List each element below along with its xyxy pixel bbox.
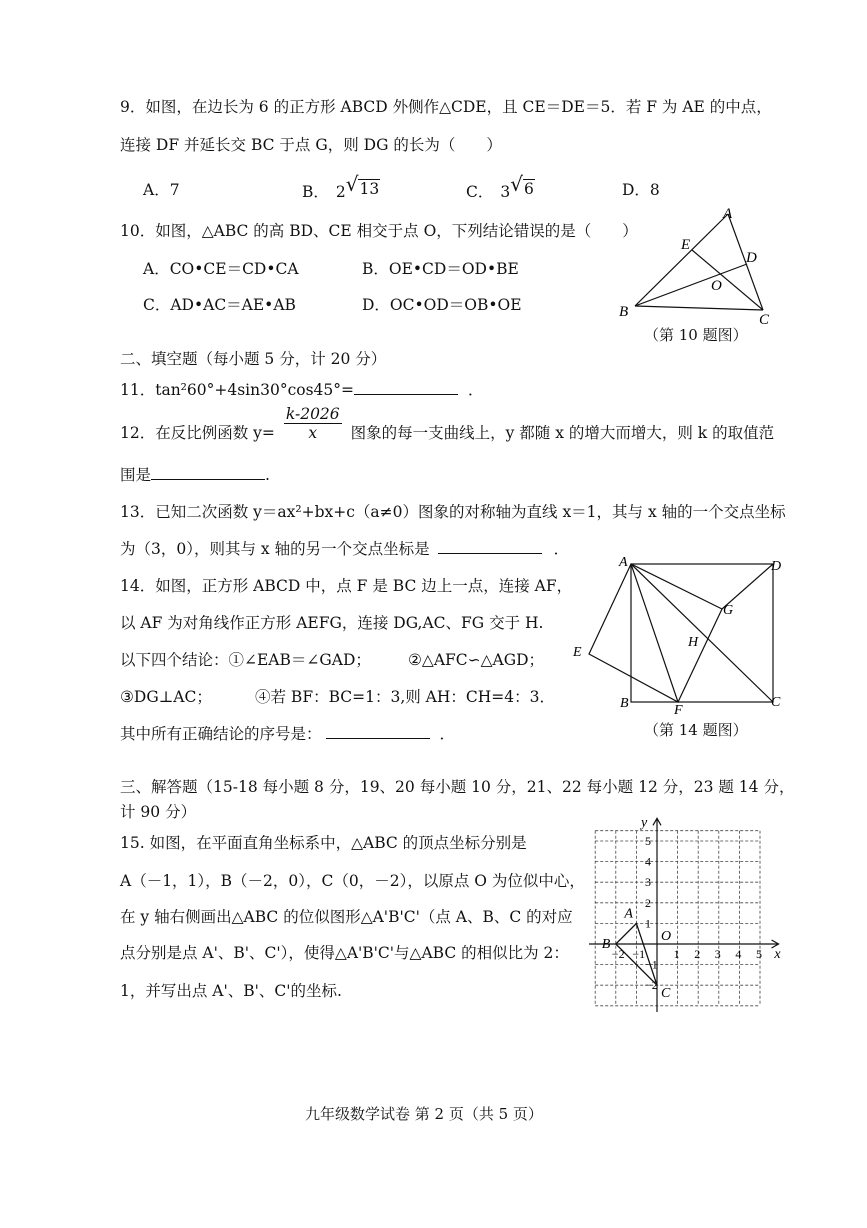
sqrt-symbol: √ <box>345 172 359 196</box>
point-label-c: C <box>661 986 671 1002</box>
diagonal-af <box>631 564 678 702</box>
segment-bc <box>635 306 763 310</box>
x-tick-label: 4 <box>735 947 742 961</box>
section3-line2: 计 90 分） <box>120 803 197 821</box>
q14-line3b: ②△AFC∽△AGD； <box>408 651 545 669</box>
section2-title: 二、填空题（每小题 5 分，计 20 分） <box>120 350 387 368</box>
section3-line1: 三、解答题（15-18 每小题 8 分，19、20 每小题 10 分，21、22 每小题 12 分，23 题 14 分， <box>120 778 795 796</box>
x-axis-label: x <box>774 947 781 962</box>
q10-label-d: D <box>746 250 757 266</box>
y-tick-label: −2 <box>645 978 658 993</box>
q10-label-e: E <box>681 237 691 253</box>
q15-line1: 15. 如图，在平面直角坐标系中，△ABC 的顶点坐标分别是 <box>120 834 527 852</box>
q10-option-c: C．AD•AC＝AE•AB <box>143 296 296 314</box>
q9-option-c-letter: C． <box>466 183 494 201</box>
q9-option-c-coef: 3 <box>500 183 511 201</box>
point-label-a: A <box>624 906 633 922</box>
q10-option-d: D．OC•OD＝OB•OE <box>362 296 522 314</box>
y-axis-label: y <box>641 815 648 831</box>
q9-option-b-coef: 2 <box>335 183 346 201</box>
q9-option-a: A．7 <box>143 181 180 199</box>
q14-label-e: E <box>573 645 582 660</box>
q12-post: 图象的每一支曲线上，y 都随 x 的增大而增大，则 k 的取值范 <box>350 424 775 442</box>
q12-denominator: x <box>308 424 318 442</box>
q13-line1: 13．已知二次函数 y＝ax²+bx+c（a≠0）图象的对称轴为直线 x＝1，其与 x 轴的一个交点坐标 <box>120 503 786 521</box>
q14-label-h: H <box>688 635 699 650</box>
q9-option-c-radicand: 6 <box>523 180 534 198</box>
q9-option-d: D．8 <box>622 181 660 199</box>
y-tick-label: 2 <box>645 895 651 910</box>
q13-line2-text: 为（3，0），则其与 x 轴的另一个交点坐标是 <box>120 540 430 558</box>
q14-label-a: A <box>619 555 628 570</box>
q12-end: . <box>265 466 270 484</box>
q10-label-o: O <box>711 278 722 294</box>
q12-answer-blank[interactable] <box>151 465 265 480</box>
q11-text: 11．tan²60°+4sin30°cos45°= <box>120 381 355 399</box>
q10-label-a: A <box>723 206 733 222</box>
q14-line5-text: 其中所有正确结论的序号是： <box>120 725 322 743</box>
q9-line1: 9．如图，在边长为 6 的正方形 ABCD 外侧作△CDE，且 CE＝DE＝5．若 F 为 AE 的中点， <box>120 98 772 116</box>
q10-figure <box>605 200 785 330</box>
q13-answer-blank[interactable] <box>438 539 542 554</box>
point-label-b: B <box>601 937 611 952</box>
q12-pre: 12．在反比例函数 y= <box>120 424 275 442</box>
q10-option-b: B．OE•CD＝OD•BE <box>362 260 519 278</box>
y-tick-label: 1 <box>645 916 651 931</box>
q15-line5: 1，并写出点 A'、B'、C'的坐标. <box>120 982 342 1000</box>
x-tick-label: −2 <box>611 947 625 961</box>
q14-line5 <box>120 722 455 744</box>
q12-line2 <box>120 463 270 485</box>
q10-caption: （第 10 题图） <box>644 326 748 344</box>
q9-line2: 连接 DF 并延长交 BC 于点 G，则 DG 的长为（ ） <box>120 136 502 154</box>
x-tick-label: 5 <box>756 947 762 961</box>
x-tick-label: −1 <box>632 947 646 961</box>
q15-line3: 在 y 轴右侧画出△ABC 的位似图形△A'B'C'（点 A、B、C 的对应 <box>120 908 573 926</box>
q9-option-c <box>466 172 535 201</box>
q14-label-f: F <box>674 703 683 715</box>
q12-numerator: k-2026 <box>285 405 340 423</box>
y-tick-label: 4 <box>645 854 651 869</box>
page-footer: 九年级数学试卷 第 2 页（共 5 页） <box>305 1105 543 1123</box>
q11-answer-blank[interactable] <box>354 380 458 395</box>
q10-stem: 10．如图，△ABC 的高 BD、CE 相交于点 O，下列结论错误的是（ ） <box>120 222 638 240</box>
q14-line1: 14．如图，正方形 ABCD 中，点 F 是 BC 边上一点，连接 AF， <box>120 577 573 595</box>
q12-line2-text: 围是 <box>120 466 152 484</box>
q14-line4a: ③DG⊥AC； <box>120 688 212 706</box>
q15-line4: 点分别是点 A'、B'、C'），使得△A'B'C'与△ABC 的相似比为 2： <box>120 944 569 962</box>
q14-end: ． <box>439 725 456 743</box>
q14-line3a: 以下四个结论：①∠EAB＝∠GAD； <box>120 651 371 669</box>
q10-label-b: B <box>619 304 629 320</box>
q13-line2 <box>120 537 569 559</box>
q12-fraction <box>284 405 342 442</box>
x-tick-label: 1 <box>673 947 680 961</box>
q11-end: ． <box>468 381 484 399</box>
q14-caption: （第 14 题图） <box>644 721 748 739</box>
q14-label-g: G <box>723 603 734 618</box>
q10-label-c: C <box>759 312 770 328</box>
sqrt-symbol: √ <box>510 172 523 196</box>
q9-option-b-radicand: 13 <box>359 180 380 198</box>
q14-line2: 以 AF 为对角线作正方形 AEFG，连接 DG,AC、FG 交于 H. <box>120 614 544 632</box>
q9-option-b-letter: B． <box>302 183 329 201</box>
q14-line4b: ④若 BF：BC=1：3,则 AH：CH=4：3． <box>255 688 555 706</box>
q15-coordinate-grid <box>585 813 785 1013</box>
q14-answer-blank[interactable] <box>326 724 430 739</box>
diagonal-ac <box>631 564 773 702</box>
x-tick-label: 2 <box>694 947 701 961</box>
q14-label-b: B <box>620 696 629 711</box>
q11 <box>120 378 484 400</box>
q13-end: ． <box>553 540 570 558</box>
y-tick-label: −1 <box>645 957 658 972</box>
q14-label-c: C <box>771 695 781 710</box>
y-tick-label: 5 <box>645 834 651 848</box>
q14-figure <box>565 550 790 715</box>
q15-line2: A（－1，1），B（－2，0），C（0，－2），以原点 O 为位似中心， <box>120 872 585 890</box>
origin-label: O <box>661 929 672 944</box>
q9-option-b <box>302 172 380 201</box>
q10-option-a: A．CO•CE＝CD•CA <box>143 260 299 278</box>
segment-bd <box>635 264 747 306</box>
x-tick-label: 3 <box>714 947 721 961</box>
y-tick-label: 3 <box>645 875 651 890</box>
q14-label-d: D <box>771 559 782 574</box>
q12-line1 <box>120 405 774 442</box>
